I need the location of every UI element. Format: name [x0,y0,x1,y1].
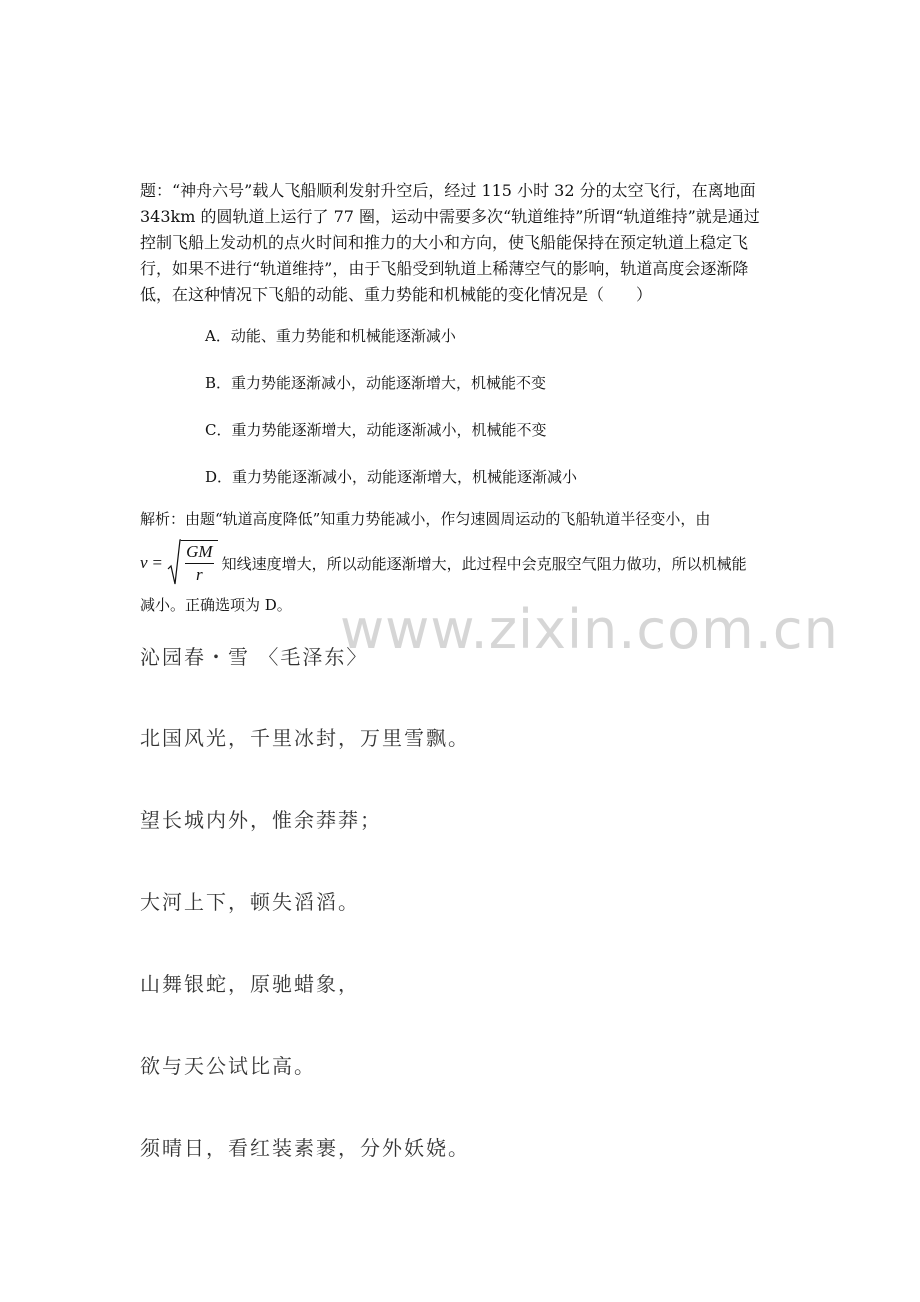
question-line: 题：“神舟六号”载人飞船顺利发射升空后，经过 115 小时 32 分的太空飞行，在离地面 [140,181,756,200]
question-line: 低，在这种情况下飞船的动能、重力势能和机械能的变化情况是（ ） [140,285,653,304]
formula-lhs: v [140,553,148,572]
poem-title: 沁园春・雪 〈毛泽东〉 [140,645,369,669]
poem-line: 欲与天公试比高。 [140,1054,316,1078]
poem-line: 北国风光，千里冰封，万里雪飘。 [140,726,470,750]
analysis-line: 解析：由题“轨道高度降低”知重力势能减小，作匀速圆周运动的飞船轨道半径变小，由 [140,510,711,528]
velocity-formula [140,539,218,587]
question-line: 343km 的圆轨道上运行了 77 圈，运动中需要多次“轨道维持”所谓“轨道维持”就是通过 [140,207,760,226]
poem-line: 望长城内外，惟余莽莽； [140,808,382,832]
option-b: B．重力势能逐渐减小，动能逐渐增大，机械能不变 [205,374,547,392]
option-d: D．重力势能逐渐减小，动能逐渐增大，机械能逐渐减小 [205,468,578,486]
watermark: www.zixin.com.cn [340,598,839,661]
fraction-denominator: r [196,565,203,584]
fraction-numerator: GM [185,541,213,564]
poem-line: 大河上下，顿失滔滔。 [140,890,360,914]
answer-options [205,323,577,511]
analysis-line: 减小。正确选项为 D。 [140,596,292,614]
option-c: C．重力势能逐渐增大，动能逐渐减小，机械能不变 [205,421,547,439]
fraction [181,540,217,587]
poem-line: 山舞银蛇，原驰蜡象， [140,972,360,996]
sqrt-sign [167,539,217,587]
radical-icon [167,539,181,587]
analysis-line: 知线速度增大，所以动能逐渐增大，此过程中会克服空气阻力做功，所以机械能 [221,554,747,573]
question-line: 控制飞船上发动机的点火时间和推力的大小和方向，使飞船能保持在预定轨道上稳定飞 [140,233,749,252]
analysis-formula-line [140,538,790,588]
question-text [140,178,790,308]
poem-line: 须晴日，看红装素裹，分外妖娆。 [140,1136,470,1160]
formula-equals: = [152,553,163,572]
question-line: 行，如果不进行“轨道维持”，由于飞船受到轨道上稀薄空气的影响，轨道高度会逐渐降 [140,259,749,278]
option-a: A．动能、重力势能和机械能逐渐减小 [205,327,456,345]
